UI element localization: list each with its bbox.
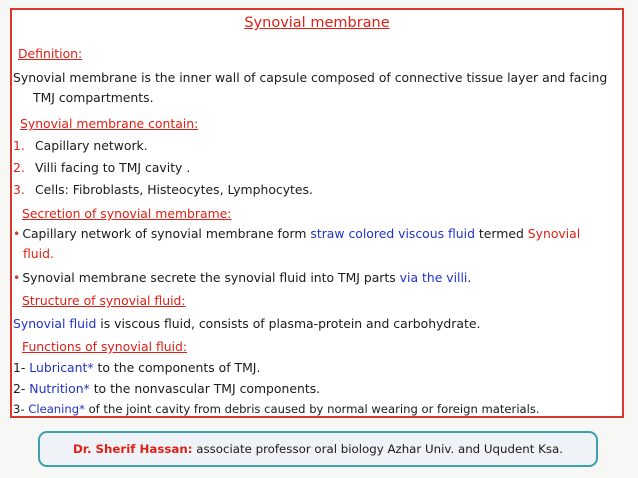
bullet-text: . <box>467 270 472 285</box>
bullet-text: Capillary network of synovial membrane form <box>22 226 311 241</box>
item-prefix: 1- <box>13 360 30 375</box>
structure-body: is viscous fluid, consists of plasma-protein and carbohydrate. <box>96 316 481 331</box>
structure-text <box>13 316 480 331</box>
functions-heading: Functions of synovial fluid: <box>22 339 188 354</box>
bullet-term: Synovial <box>527 226 581 241</box>
item-text: Capillary network. <box>35 138 148 153</box>
item-text: of the joint cavity from debris caused by normal wearing or foreign materials. <box>84 402 540 416</box>
functions-item-2 <box>13 381 320 396</box>
structure-heading: Structure of synovial fluid: <box>22 293 186 308</box>
item-number: 1. <box>13 138 25 153</box>
item-prefix: 3- <box>13 402 29 416</box>
contain-item-1 <box>13 138 148 153</box>
slide-title: Synovial membrane <box>244 15 390 31</box>
bullet-highlight: straw colored viscous fluid <box>310 226 475 241</box>
bullet-text: termed <box>474 226 528 241</box>
author-footer <box>38 431 598 467</box>
author-name: Dr. Sherif Hassan: <box>73 442 193 456</box>
contain-item-2 <box>13 160 190 175</box>
contain-heading: Synovial membrane contain: <box>20 116 199 131</box>
bullet-highlight: via the villi <box>399 270 468 285</box>
secretion-bullet-2 <box>13 270 471 285</box>
item-text: to the components of TMJ. <box>93 360 261 375</box>
slide-frame <box>10 8 624 418</box>
definition-line-1: Synovial membrane is the inner wall of capsule composed of connective tissue layer and facing <box>13 70 608 85</box>
bullet-dot-icon: • <box>13 270 21 285</box>
secretion-bullet-1-cont: fluid. <box>23 246 54 261</box>
item-text: Cells: Fibroblasts, Histeocytes, Lymphocytes. <box>35 182 313 197</box>
item-term: Nutrition* <box>29 381 90 396</box>
bullet-text: Synovial membrane secrete the synovial fluid into TMJ parts <box>22 270 400 285</box>
item-prefix: 2- <box>13 381 30 396</box>
definition-heading: Definition: <box>18 46 83 61</box>
item-text: to the nonvascular TMJ components. <box>89 381 321 396</box>
functions-item-3 <box>13 402 540 416</box>
secretion-bullet-1 <box>13 226 580 241</box>
contain-item-3 <box>13 182 313 197</box>
item-term: Cleaning* <box>28 402 85 416</box>
item-text: Villi facing to TMJ cavity . <box>35 160 191 175</box>
secretion-heading: Secretion of synovial membrame: <box>22 206 232 221</box>
author-affiliation: associate professor oral biology Azhar Univ. and Uqudent Ksa. <box>192 442 563 456</box>
functions-item-1 <box>13 360 260 375</box>
bullet-dot-icon: • <box>13 226 21 241</box>
item-term: Lubricant* <box>29 360 94 375</box>
item-number: 2. <box>13 160 25 175</box>
item-number: 3. <box>13 182 25 197</box>
structure-term: Synovial fluid <box>13 316 97 331</box>
definition-line-2: TMJ compartments. <box>33 90 154 105</box>
